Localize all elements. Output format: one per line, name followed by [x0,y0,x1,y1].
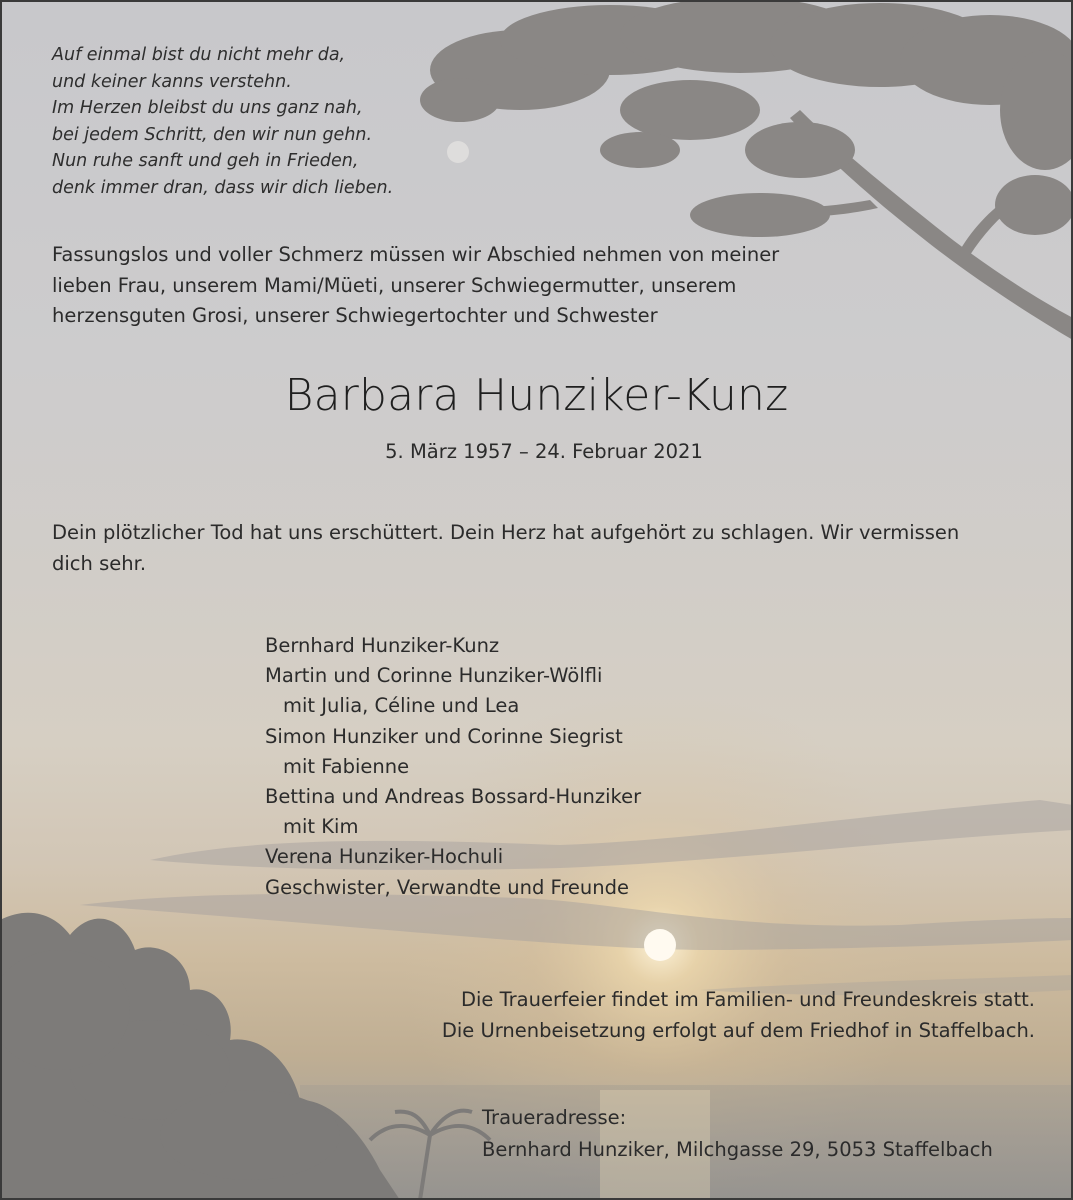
ceremony-info [442,985,1035,1046]
ceremony-line: Die Trauerfeier findet im Familien- und Freundeskreis statt. [460,988,1035,1011]
mourner-entry: mit Fabienne [283,754,410,778]
poem-line: Im Herzen bleibst du uns ganz nah, [52,98,363,118]
mourner-entry: Simon Hunziker und Corinne Siegrist [265,724,623,748]
message-line: dich sehr. [52,551,147,575]
poem-line: denk immer dran, dass wir dich lieben. [52,177,394,198]
mourner-entry: mit Kim [283,815,359,839]
poem-line: Nun ruhe sanft und geh in Frieden, [52,151,359,171]
poem-line: bei jedem Schritt, den wir nun gehn. [52,124,373,145]
message-paragraph [52,518,959,579]
mourner-entry: Martin und Corinne Hunziker-Wölfli [265,664,603,688]
intro-line: lieben Frau, unserem Mami/Müeti, unserer Schwiegermutter, unserem [52,273,737,297]
intro-line: herzensguten Grosi, unserer Schwiegertochter und Schwester [52,304,658,327]
ceremony-line: Die Urnenbeisetzung erfolgt auf dem Friedhof in Staffelbach. [441,1018,1035,1042]
mourner-entry: mit Julia, Céline und Lea [283,694,520,718]
sun-icon [644,929,676,961]
mourner-entry: Verena Hunziker-Hochuli [265,845,504,869]
mourner-entry: Bettina und Andreas Bossard-Hunziker [265,784,642,808]
mourner-entry: Geschwister, Verwandte und Freunde [265,875,630,899]
address-label: Traueradresse: [482,1106,627,1129]
intro-paragraph [52,240,779,332]
moon-icon [447,141,469,163]
address-value: Bernhard Hunziker, Milchgasse 29, 5053 Staffelbach [482,1137,993,1161]
poem-block [52,42,393,201]
mourners-list [265,631,641,903]
deceased-name: Barbara Hunziker-Kunz [284,370,789,421]
intro-line: Fassungslos und voller Schmerz müssen wir Abschied nehmen von meiner [52,243,780,266]
mourning-address [482,1102,993,1165]
poem-line: und keiner kanns verstehn. [52,71,292,92]
life-dates: 5. März 1957 – 24. Februar 2021 [385,440,703,463]
message-line: Dein plötzlicher Tod hat uns erschüttert. Dein Herz hat aufgehört zu schlagen. Wir vermissen [52,521,960,544]
poem-line: Auf einmal bist du nicht mehr da, [52,45,346,65]
mourner-entry: Bernhard Hunziker-Kunz [265,634,500,657]
